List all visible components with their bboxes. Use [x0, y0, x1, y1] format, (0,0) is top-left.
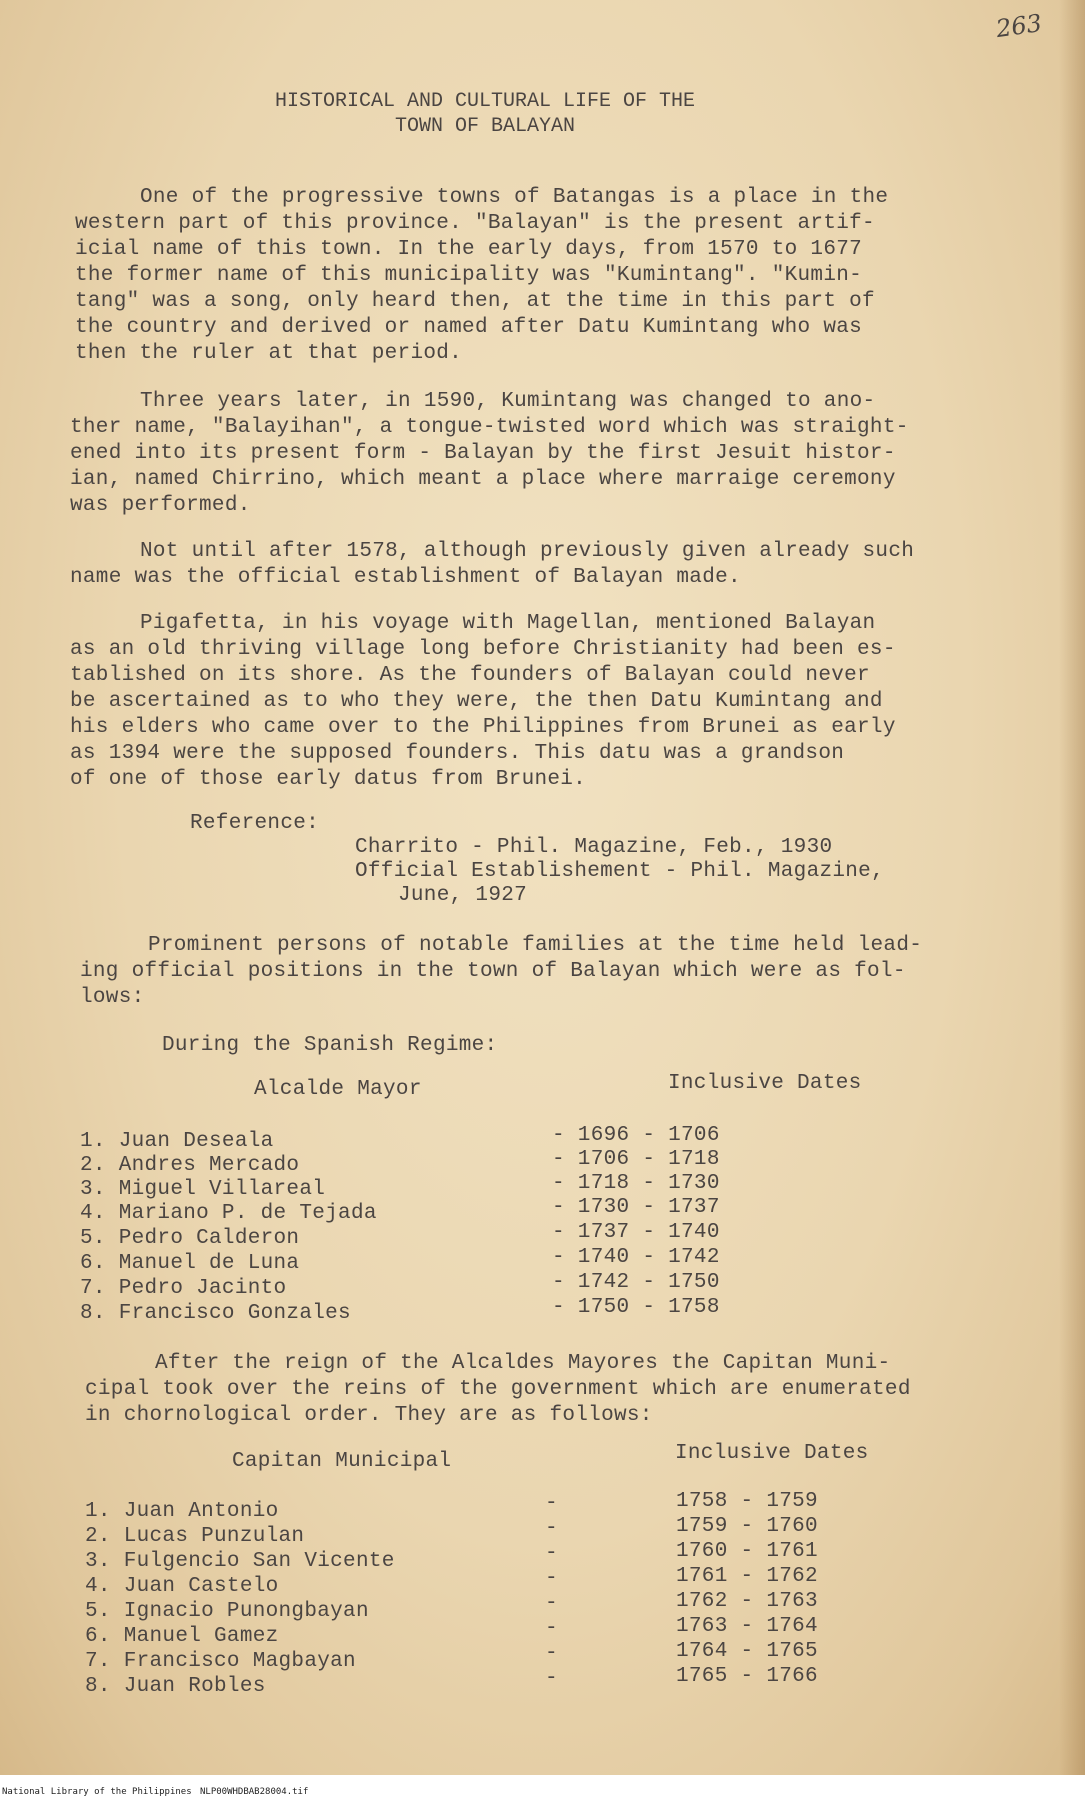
- table-row-name: 7. Francisco Magbayan: [85, 1650, 356, 1673]
- text-line: One of the progressive towns of Batangas is a place in the: [140, 186, 889, 209]
- table-row-name: 3. Fulgencio San Vicente: [85, 1550, 395, 1573]
- alcalde-header-name: Alcalde Mayor: [254, 1078, 422, 1101]
- table-row-dates: - 1696 - 1706: [552, 1124, 720, 1147]
- text-line: be ascertained as to who they were, the then Datu Kumintang and: [70, 690, 883, 713]
- text-line: as an old thriving village long before Christianity had been es-: [70, 638, 896, 661]
- table-row-name: 2. Andres Mercado: [80, 1154, 300, 1177]
- reference-line: Charrito - Phil. Magazine, Feb., 1930: [355, 836, 833, 859]
- table-row-dash: -: [545, 1492, 558, 1515]
- text-line: ther name, "Balayihan", a tongue-twisted word which was straight-: [70, 416, 909, 439]
- footer-library: National Library of the Philippines: [2, 1787, 192, 1797]
- text-line: as 1394 were the supposed founders. This datu was a grandson: [70, 742, 845, 765]
- reference-line: June, 1927: [398, 884, 528, 907]
- table-row-name: 5. Ignacio Punongbayan: [85, 1600, 369, 1623]
- text-line: tablished on its shore. As the founders of Balayan could never: [70, 664, 870, 687]
- table-row-dates: - 1737 - 1740: [552, 1221, 720, 1244]
- scan-footer: [0, 1775, 1085, 1800]
- text-line: lows:: [80, 986, 145, 1009]
- capitan-header-dates: Inclusive Dates: [675, 1442, 869, 1465]
- table-row-name: 4. Juan Castelo: [85, 1575, 279, 1598]
- text-line: the former name of this municipality was "Kumintang". "Kumin-: [75, 264, 863, 287]
- table-row-dates: - 1730 - 1737: [552, 1196, 720, 1219]
- table-row-name: 8. Francisco Gonzales: [80, 1302, 351, 1325]
- table-row-dates: - 1740 - 1742: [552, 1246, 720, 1269]
- text-line: Pigafetta, in his voyage with Magellan, mentioned Balayan: [140, 612, 876, 635]
- page-edge-shadow: [1059, 0, 1085, 1775]
- text-line: in chornological order. They are as follows:: [85, 1404, 653, 1427]
- text-line: Prominent persons of notable families at the time held lead-: [148, 934, 923, 957]
- table-row-dates: 1762 - 1763: [676, 1590, 818, 1613]
- table-row-dates: 1758 - 1759: [676, 1490, 818, 1513]
- text-line: was performed.: [70, 494, 251, 517]
- table-row-dash: -: [545, 1542, 558, 1565]
- reference-line: Official Establishement - Phil. Magazine,: [355, 860, 884, 883]
- table-row-name: 6. Manuel de Luna: [80, 1252, 300, 1275]
- text-line: cipal took over the reins of the government which are enumerated: [85, 1378, 911, 1401]
- document-title-line1: HISTORICAL AND CULTURAL LIFE OF THE: [274, 90, 696, 113]
- table-row-dates: 1765 - 1766: [676, 1665, 818, 1688]
- table-row-dash: -: [545, 1642, 558, 1665]
- page-number: 263: [994, 8, 1044, 44]
- table-row-name: 8. Juan Robles: [85, 1675, 266, 1698]
- table-row-dates: - 1706 - 1718: [552, 1148, 720, 1171]
- text-line: Not until after 1578, although previously given already such: [140, 540, 915, 563]
- table-row-name: 4. Mariano P. de Tejada: [80, 1202, 377, 1225]
- table-row-name: 5. Pedro Calderon: [80, 1227, 300, 1250]
- text-line: ing official positions in the town of Balayan which were as fol-: [80, 960, 906, 983]
- table-row-dash: -: [545, 1567, 558, 1590]
- table-row-dates: - 1718 - 1730: [552, 1172, 720, 1195]
- text-line: then the ruler at that period.: [75, 342, 463, 365]
- table-row-dates: - 1750 - 1758: [552, 1296, 720, 1319]
- table-row-name: 3. Miguel Villareal: [80, 1178, 326, 1201]
- text-line: After the reign of the Alcaldes Mayores the Capitan Muni-: [155, 1352, 891, 1375]
- table-row-dates: 1759 - 1760: [676, 1515, 818, 1538]
- table-row-name: 1. Juan Antonio: [85, 1500, 279, 1523]
- capitan-header-name: Capitan Municipal: [232, 1450, 452, 1473]
- reference-label: Reference:: [190, 812, 320, 835]
- text-line: Three years later, in 1590, Kumintang was changed to ano-: [140, 390, 876, 413]
- table-row-dash: -: [545, 1617, 558, 1640]
- table-row-dates: 1764 - 1765: [676, 1640, 818, 1663]
- regime-label: During the Spanish Regime:: [162, 1034, 498, 1057]
- text-line: icial name of this town. In the early days, from 1570 to 1677: [75, 238, 863, 261]
- text-line: of one of those early datus from Brunei.: [70, 768, 587, 791]
- text-line: western part of this province. "Balayan" is the present artif-: [75, 212, 875, 235]
- table-row-name: 6. Manuel Gamez: [85, 1625, 279, 1648]
- text-line: the country and derived or named after Datu Kumintang who was: [75, 316, 863, 339]
- alcalde-header-dates: Inclusive Dates: [668, 1072, 862, 1095]
- text-line: ened into its present form - Balayan by the first Jesuit histor-: [70, 442, 896, 465]
- text-line: his elders who came over to the Philippines from Brunei as early: [70, 716, 896, 739]
- table-row-dates: 1760 - 1761: [676, 1540, 818, 1563]
- table-row-dates: - 1742 - 1750: [552, 1271, 720, 1294]
- table-row-name: 1. Juan Deseala: [80, 1130, 274, 1153]
- text-line: tang" was a song, only heard then, at the time in this part of: [75, 290, 875, 313]
- document-title-line2: TOWN OF BALAYAN: [394, 115, 576, 138]
- footer-filename: NLP00WHDBAB28004.tif: [200, 1787, 309, 1797]
- table-row-dates: 1763 - 1764: [676, 1615, 818, 1638]
- table-row-dash: -: [545, 1667, 558, 1690]
- text-line: name was the official establishment of Balayan made.: [70, 566, 741, 589]
- text-line: ian, named Chirrino, which meant a place where marraige ceremony: [70, 468, 896, 491]
- table-row-dash: -: [545, 1517, 558, 1540]
- table-row-dates: 1761 - 1762: [676, 1565, 818, 1588]
- table-row-name: 2. Lucas Punzulan: [85, 1525, 305, 1548]
- table-row-dash: -: [545, 1592, 558, 1615]
- table-row-name: 7. Pedro Jacinto: [80, 1277, 287, 1300]
